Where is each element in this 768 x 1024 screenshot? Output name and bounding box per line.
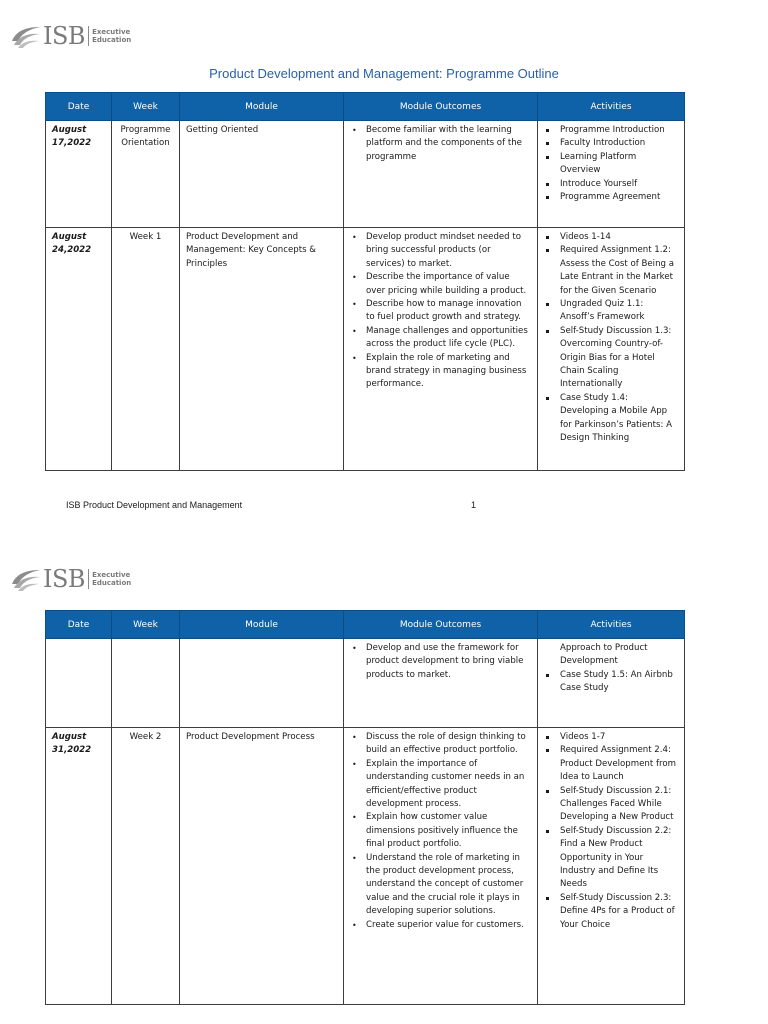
date-cell	[46, 639, 112, 728]
activities-list	[544, 231, 678, 446]
column-header-week: Week	[112, 93, 180, 121]
activity-item: Self-Study Discussion 1.3: Overcoming Country-of-Origin Bias for a Hotel Chain Scaling Internationally	[544, 325, 678, 392]
module-cell: Product Development Process	[180, 728, 344, 1005]
column-header-module-outcomes: Module Outcomes	[344, 93, 538, 121]
outcome-item: • Explain the importance of understanding customer needs in an efficient/effective product development process.	[350, 758, 531, 812]
logo-subtitle: Executive Education	[92, 28, 132, 44]
table-header-row	[46, 93, 685, 121]
activities-cell	[538, 228, 685, 471]
date-line: 24,2022	[52, 245, 92, 256]
week-cell	[112, 639, 180, 728]
footer-text: ISB Product Development and Management	[66, 500, 243, 510]
activity-item: Videos 1-7	[544, 731, 678, 744]
module-cell	[180, 639, 344, 728]
logo-subtitle: Executive Education	[92, 571, 132, 587]
activities-cell	[538, 639, 685, 728]
logo-divider	[88, 26, 89, 46]
isb-swirl-icon	[10, 566, 42, 592]
activities-cell	[538, 121, 685, 228]
column-header-activities: Activities	[538, 611, 685, 639]
outcome-item: • Explain how customer value dimensions positively influence the final product portfolio.	[350, 811, 531, 851]
date-cell	[46, 121, 112, 228]
isb-logo	[10, 22, 131, 50]
outcomes-list	[350, 231, 531, 392]
week-cell: Programme Orientation	[112, 121, 180, 228]
outcome-item: • Explain the role of marketing and brand strategy in managing business performance.	[350, 352, 531, 392]
table-header-row	[46, 611, 685, 639]
activity-item: Case Study 1.5: An Airbnb Case Study	[544, 669, 678, 696]
activity-item: Faculty Introduction	[544, 137, 678, 150]
date-line: 31,2022	[52, 745, 92, 756]
date-cell	[46, 228, 112, 471]
outcome-item: • Describe how to manage innovation to fuel product growth and strategy.	[350, 298, 531, 325]
activity-item: Self-Study Discussion 2.3: Define 4Ps for a Product of Your Choice	[544, 892, 678, 932]
activity-item: Introduce Yourself	[544, 178, 678, 191]
outcome-item: • Describe the importance of value over pricing while building a product.	[350, 271, 531, 298]
column-header-module: Module	[180, 611, 344, 639]
activity-item: Case Study 1.4: Developing a Mobile App for Parkinson’s Patients: A Design Thinking	[544, 392, 678, 446]
activity-item: Self-Study Discussion 2.1: Challenges Faced While Developing a New Product	[544, 785, 678, 825]
activity-item: Required Assignment 2.4: Product Development from Idea to Launch	[544, 744, 678, 784]
table-row	[46, 728, 685, 1005]
column-header-activities: Activities	[538, 93, 685, 121]
week-cell: Week 1	[112, 228, 180, 471]
activity-item: Ungraded Quiz 1.1: Ansoff’s Framework	[544, 298, 678, 325]
page-number: 1	[471, 500, 477, 510]
table-row	[46, 639, 685, 728]
logo-brand: ISB	[43, 22, 86, 50]
date-line: August	[52, 125, 87, 135]
activity-item: Videos 1-14	[544, 231, 678, 244]
table-row	[46, 121, 685, 228]
column-header-module-outcomes: Module Outcomes	[344, 611, 538, 639]
column-header-week: Week	[112, 611, 180, 639]
column-header-date: Date	[46, 93, 112, 121]
outcome-item: • Create superior value for customers.	[350, 919, 531, 932]
outcome-item: • Manage challenges and opportunities across the product life cycle (PLC).	[350, 325, 531, 352]
table-row	[46, 228, 685, 471]
activities-list	[544, 124, 678, 204]
programme-outline-table-continued	[45, 610, 685, 1005]
date-cell	[46, 728, 112, 1005]
outcomes-list	[350, 642, 531, 682]
activities-list	[544, 731, 678, 932]
outcome-item: • Become familiar with the learning platform and the components of the programme	[350, 124, 531, 164]
outcome-item: • Discuss the role of design thinking to build an effective product portfolio.	[350, 731, 531, 758]
outcome-item: • Understand the role of marketing in the product development process, understand the concept of customer value and the crucial role it plays in developing superior solutions.	[350, 852, 531, 919]
document-title: Product Development and Management: Programme Outline	[209, 66, 559, 81]
outcomes-cell	[344, 228, 538, 471]
date-line: 17,2022	[52, 138, 92, 149]
activity-item: Self-Study Discussion 2.2: Find a New Product Opportunity in Your Industry and Define Its Needs	[544, 825, 678, 892]
week-cell: Week 2	[112, 728, 180, 1005]
activity-item: Programme Agreement	[544, 191, 678, 204]
module-cell: Product Development and Management: Key Concepts & Principles	[180, 228, 344, 471]
isb-swirl-icon	[10, 23, 42, 49]
outcome-item: • Develop and use the framework for product development to bring viable products to market.	[350, 642, 531, 682]
outcomes-cell	[344, 639, 538, 728]
programme-outline-table	[45, 92, 685, 471]
outcomes-cell	[344, 121, 538, 228]
column-header-module: Module	[180, 93, 344, 121]
column-header-date: Date	[46, 611, 112, 639]
activity-item-continued: Approach to Product Development	[560, 643, 648, 667]
isb-logo-page2	[10, 565, 131, 593]
module-cell: Getting Oriented	[180, 121, 344, 228]
outcomes-list	[350, 731, 531, 932]
date-line: August	[52, 232, 87, 242]
activities-cell	[538, 728, 685, 1005]
activity-item: Programme Introduction	[544, 124, 678, 137]
logo-brand: ISB	[43, 565, 86, 593]
activity-item: Required Assignment 1.2: Assess the Cost of Being a Late Entrant in the Market for the Given Scenario	[544, 244, 678, 298]
outcome-item: • Develop product mindset needed to bring successful products (or services) to market.	[350, 231, 531, 271]
date-line: August	[52, 732, 87, 742]
outcomes-list	[350, 124, 531, 164]
activities-list	[544, 642, 678, 696]
outcomes-cell	[344, 728, 538, 1005]
activity-item: Learning Platform Overview	[544, 151, 678, 178]
logo-divider	[88, 569, 89, 589]
